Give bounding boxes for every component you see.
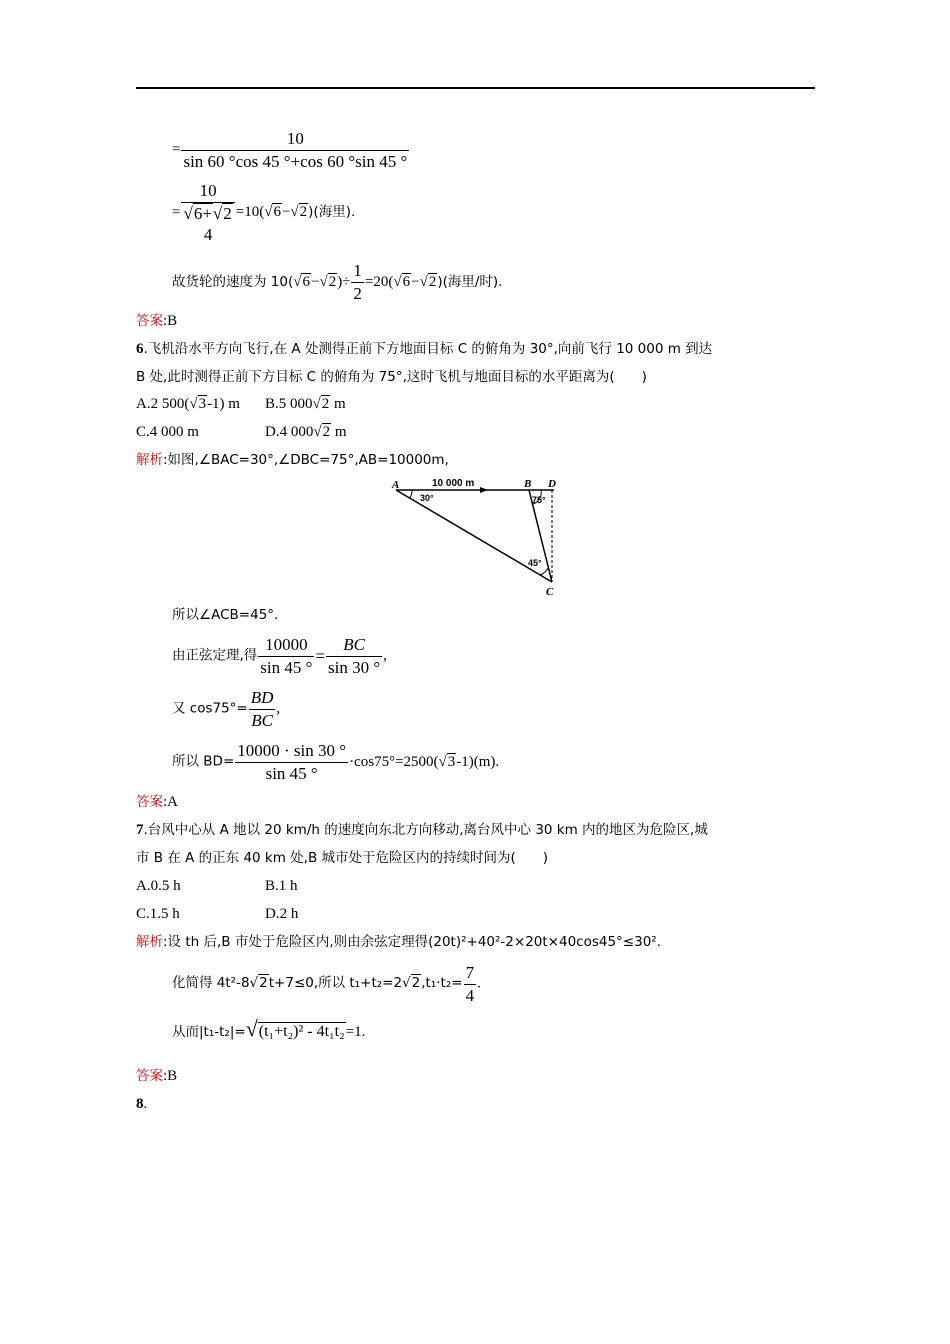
solution-6-line-1: 解析:如图,∠BAC=30°,∠DBC=75°,AB=10000m, [136, 452, 449, 468]
label-a: A [392, 479, 400, 491]
question-6-option-c: C.4 000 m [136, 424, 199, 440]
question-6-option-a: A.2 500(√3-1) m [136, 396, 240, 412]
solution-6-line-3: 由正弦定理,得 $\frac{10000}{\sin 45 ^\circ}$ = $\frac{BC}{\sin 30 ^\circ}$ , [172, 635, 387, 677]
question-6-option-d: D.4 000√2 m [265, 424, 347, 440]
label-angle-45: 45° [528, 558, 542, 568]
prev-line-1: = $\frac{10}{\sin 60 ^\circ\cos 45 ^\circ+\cos 60 ^\circ\sin 45 ^\circ}$ [172, 129, 408, 171]
label-angle-75: 75° [532, 495, 546, 505]
triangle-diagram [388, 474, 568, 598]
solution-6-line-4: 又 cos75°= $\frac{BD}{BC}$ , [172, 688, 281, 730]
solution-6-line-5: 所以 BD= $\frac{10000 \cdot \sin 30 ^\circ}{\sin 45 ^\circ}$ ·cos75°=2500(√3-1)(m). [172, 741, 500, 783]
question-6-option-b: B.5 000√2 m [265, 396, 346, 412]
solution-7-line-2: 化简得 4t²-8√2t+7≤0,所以 t₁+t₂=2√2,t₁·t₂= $\frac{7}{4}$ . [172, 963, 481, 1005]
prev-line-2: = 10 √6+√2 4 =10(√6−√2)(海里). [172, 181, 356, 245]
answer-7: 答案:B [136, 1068, 178, 1084]
solution-7-line-3: 从而|t₁-t₂|=√(t₁+t₂)² - 4t₁t₂=1. [172, 1016, 366, 1041]
question-7-option-b: B.1 h [265, 878, 298, 894]
answer-6: 答案:A [136, 794, 178, 810]
solution-7-line-1: 解析:设 th 后,B 市处于危险区内,则由余弦定理得(20t)²+40²-2×20t×40cos45°≤30². [136, 934, 662, 950]
solution-6-line-2: 所以∠ACB=45°. [172, 607, 279, 623]
question-8: 8. [136, 1096, 148, 1112]
question-7-option-d: D.2 h [265, 906, 299, 922]
question-7-line-1: 7.台风中心从 A 地以 20 km/h 的速度向东北方向移动,离台风中心 30 km 内的地区为危险区,城 [136, 822, 708, 838]
question-7-line-2: 市 B 在 A 的正东 40 km 处,B 城市处于危险区内的持续时间为( ) [136, 850, 549, 866]
prev-line-3: 故货轮的速度为 10(√6−√2)÷ $\frac{1}{2}$ =20(√6−√2)(海里/时). [172, 261, 503, 303]
label-c: C [546, 586, 554, 598]
fraction: $\frac{10}{\sin 60 ^\circ\cos 45 ^\circ+\cos 60 ^\circ\sin 45 ^\circ}$ [183, 129, 408, 171]
label-angle-30: 30° [420, 493, 434, 503]
angle-arc-c [540, 568, 548, 575]
label-b: B [524, 478, 532, 490]
question-6-line-2: B 处,此时测得正前下方目标 C 的俯角为 75°,这时飞机与地面目标的水平距离为( ) [136, 369, 647, 385]
label-distance: 10 000 m [432, 478, 475, 489]
direction-arrow [480, 487, 488, 493]
line-ac [396, 490, 552, 582]
answer-5: 答案:B [136, 313, 178, 329]
header-rule [136, 87, 815, 89]
angle-arc-a [410, 490, 412, 498]
question-7-option-c: C.1.5 h [136, 906, 180, 922]
label-d: D [548, 478, 556, 490]
fraction: 10 √6+√2 4 [181, 180, 234, 246]
question-6-line-1: 6.飞机沿水平方向飞行,在 A 处测得正前下方地面目标 C 的俯角为 30°,向前飞行 10 000 m 到达 [136, 341, 713, 357]
question-7-option-a: A.0.5 h [136, 878, 181, 894]
